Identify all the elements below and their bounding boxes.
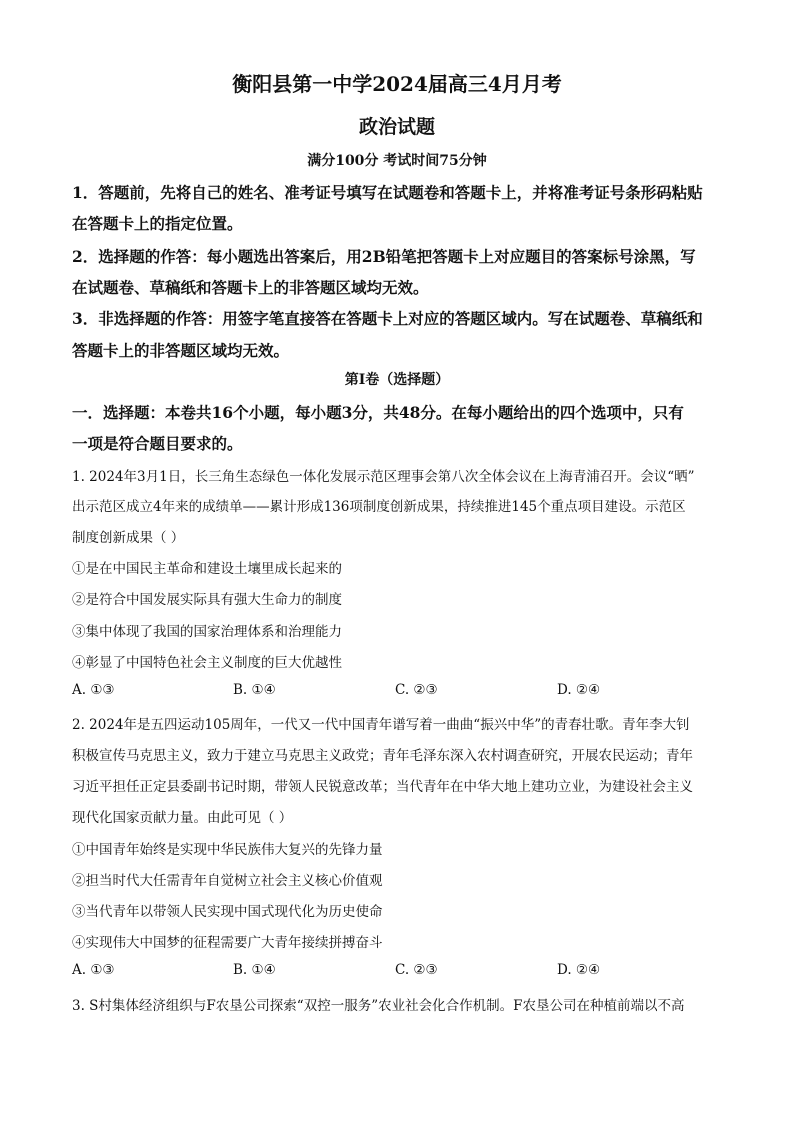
instruction-line: 2．选择题的作答：每小题选出答案后，用2B铅笔把答题卡上对应题目的答案标号涂黑，写 <box>72 247 696 266</box>
q1-stem-line: 1. 2024年3月1日，长三角生态绿色一体化发展示范区理事会第八次全体会议在上海青浦召开。会议“晒” <box>72 469 695 485</box>
q2-item: ①中国青年始终是实现中华民族伟大复兴的先锋力量 <box>72 842 383 858</box>
q2-item: ④实现伟大中国梦的征程需要广大青年接续拼搏奋斗 <box>72 935 383 951</box>
q1-item: ②是符合中国发展实际具有强大生命力的制度 <box>72 592 342 608</box>
section-intro: 一项是符合题目要求的。 <box>72 434 243 453</box>
q1-stem-line: 出示范区成立4年来的成绩单——累计形成136项制度创新成果，持续推进145个重点项目建设。示范区 <box>72 499 686 515</box>
q1-option-d[interactable]: D. ②④ <box>557 682 601 698</box>
q1-option-a[interactable]: A. ①③ <box>72 682 115 698</box>
q2-item: ②担当时代大任需青年自觉树立社会主义核心价值观 <box>72 873 383 889</box>
q1-item: ③集中体现了我国的国家治理体系和治理能力 <box>72 624 342 640</box>
section-intro: 一．选择题：本卷共16个小题，每小题3分，共48分。在每小题给出的四个选项中，只有 <box>72 403 684 422</box>
instruction-line: 3．非选择题的作答：用签字笔直接答在答题卡上对应的答题区域内。写在试题卷、草稿纸和 <box>72 309 703 328</box>
q2-option-b[interactable]: B. ①④ <box>233 962 276 978</box>
q2-option-d[interactable]: D. ②④ <box>557 962 601 978</box>
instruction-line: 在试题卷、草稿纸和答题卡上的非答题区域均无效。 <box>72 278 429 297</box>
q2-stem-line: 2. 2024年是五四运动105周年，一代又一代中国青年谱写着一曲曲“振兴中华”的青春壮歌。青年李大钊 <box>72 717 690 733</box>
q2-stem-line: 积极宣传马克思主义，致力于建立马克思主义政党；青年毛泽东深入农村调查研究，开展农民运动；青年 <box>72 748 693 764</box>
exam-info: 满分100分 考试时间75分钟 <box>307 153 487 169</box>
q2-option-c[interactable]: C. ②③ <box>395 962 438 978</box>
q1-option-c[interactable]: C. ②③ <box>395 682 438 698</box>
q3-stem-line: 3. S村集体经济组织与F农垦公司探索“双控一服务”农业社会化合作机制。F农垦公司在种植前端以不高 <box>72 998 685 1014</box>
q1-stem-line: 制度创新成果（ ） <box>72 530 185 546</box>
q1-item: ④彰显了中国特色社会主义制度的巨大优越性 <box>72 655 342 671</box>
exam-subject: 政治试题 <box>358 116 435 138</box>
q1-option-b[interactable]: B. ①④ <box>233 682 276 698</box>
q1-item: ①是在中国民主革命和建设土壤里成长起来的 <box>72 561 342 577</box>
q2-item: ③当代青年以带领人民实现中国式现代化为历史使命 <box>72 904 383 920</box>
q2-option-a[interactable]: A. ①③ <box>72 962 115 978</box>
exam-title: 衡阳县第一中学2024届高三4月月考 <box>232 72 562 96</box>
q2-stem-line: 现代化国家贡献力量。由此可见（ ） <box>72 810 293 826</box>
q2-stem-line: 习近平担任正定县委副书记时期，带领人民锐意改革；当代青年在中华大地上建功立业，为建设社会主义 <box>72 779 693 795</box>
section-title: 第Ⅰ卷（选择题） <box>344 372 450 388</box>
instruction-line: 答题卡上的非答题区域均无效。 <box>72 341 290 360</box>
instruction-line: 在答题卡上的指定位置。 <box>72 214 243 233</box>
instruction-line: 1．答题前，先将自己的姓名、准考证号填写在试题卷和答题卡上，并将准考证号条形码粘贴 <box>72 183 703 202</box>
